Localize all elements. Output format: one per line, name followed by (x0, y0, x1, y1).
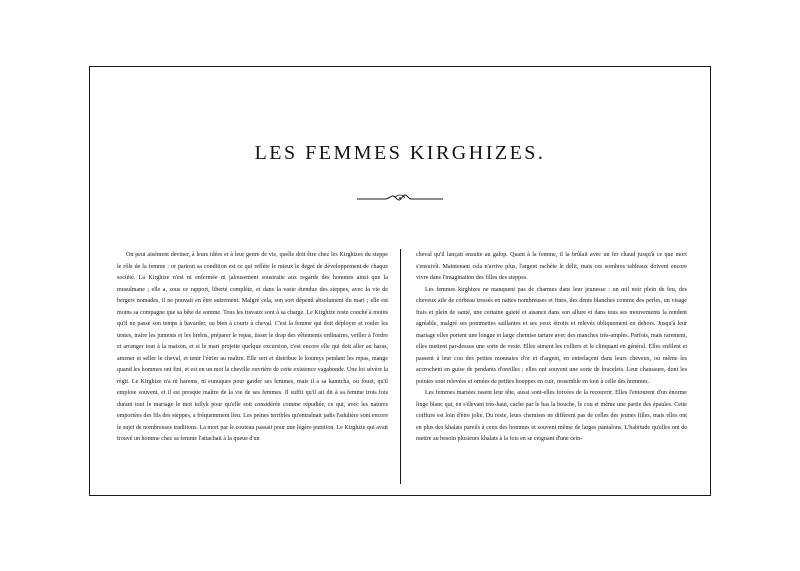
paragraph: On peut aisément deviner, à leurs idées et à leur genre de vie, quelle doit être chez les Kirghizes du steppe le rôle de la femme : or partout sa condition est ce qui reflète le mieux le degré de développement de chaque société. La Kirghize n'est ni enfermée ni jalousement soustraite aux regards des hommes ainsi que la musulmane ; elle a, sous ce rapport, liberté complète, et dans la vaste étendue des steppes, avec la vie de bergers nomades, il ne pouvait en être autrement. Malgré cela, son sort dépend absolument du mari ; elle est moins sa compagne que sa bête de somme. Tous les travaux sont à sa charge. Le Kirghize reste couché à moins qu'il ne passe son temps à bavarder, ou bien à courir à cheval. C'est la femme qui doit déployer et rouler les tentes, traire les juments et les brebis, préparer le repas, tisser le drap des vêtements ordinaires, veiller à l'ordre et arranger tout à la maison, et si le mari projette quelque excursion, c'est encore elle qui doit aller au haras, amener et seller le cheval, et tenir l'étrier au maître. Elle sert et distribue le koumys pendant les repas, mange quand les hommes ont fini, et est en un mot la cheville ouvrière de cette existence vagabonde. Une loi sévère la régit. Le Kirghize n'a ni harems, ni eunuques pour garder ses femmes, mais il a sa kamtcha, ou fouet, qu'il emploie souvent, et il est presque maître de la vie de ses femmes. Il suffit qu'il ait dit à sa femme trois fois durant tout le mariage le mot tollyk pour qu'elle soit considérée comme répudiée, ce qui, avec les natures emportées des fils des steppes, a fréquemment lieu. Les peines terribles qu'entraînait jadis l'adultère sont encore le sujet de nombreuses traditions. La mort par le couteau passait pour une légère punition. Le Kirghize qui avait trouvé un homme chez sa femme l'attachait à la queue d'un (117, 252, 388, 442)
right-column (416, 250, 687, 490)
paragraph: Les femmes mariées rasent leur tête, aussi sont-elles forcées de la recouvrir. Elles l'entourent d'un énorme linge blanc qui, en s'élevant très-haut, cache par le bas la bouche, le cou et même une partie des épaules. Cette coiffure est loin d'être jolie. Du reste, leurs chemises ne diffèrent pas de celles des jeunes filles, mais elles ont en plus des khalats pareils à ceux des hommes et souvent même de larges pantalons. L'habitude qu'elles ont de mettre au besoin plusieurs khalats à la fois en se ceignant d'une cein- (416, 390, 687, 442)
paragraph: cheval qu'il lançait ensuite au galop. Quant à la femme, il la brûlait avec un fer chaud jusqu'à ce que mort s'ensuivît. Maintenant cela n'arrive plus, l'argent rachète le délit, mais ces sombres tableaux doivent encore vivre dans l'imagination des filles des steppes. (416, 252, 687, 281)
page-title: LES FEMMES KIRGHIZES. (254, 142, 546, 164)
left-column (117, 250, 388, 490)
paragraph: Les femmes kirghizes ne manquent pas de charmes dans leur jeunesse : un œil noir plein de feu, des cheveux aile de corbeau tressés en nattes nombreuses et fines, des dents blanches comme des perles, un visage frais et plein de santé, une certaine gaieté et aisance dans son allure et dans tous ses mouvements la rendent agréable, malgré ses pommettes saillantes et ses yeux étroits et relevés obliquement en dehors. Jusqu'à leur mariage elles portent une longue et large chemise tartare avec des manches très-amples. Parfois, mais rarement, elles mettent par-dessus une sorte de veste. Elles aiment les colliers et le clinquant en général. Elles enfilent et passent à leur cou des petites monnaies d'or et d'argent, en entrelaçent dans leurs cheveux, ou même les accrochent en guise de pendants d'oreilles ; elles ont souvent une sorte de bracelets. Leur chaussure, dont les pointes sont relevées et ornées de petites houppes en cuir, ressemble en tout à celle des hommes. (416, 286, 687, 385)
column-divider (400, 249, 401, 484)
ornament-divider-icon (355, 192, 445, 204)
